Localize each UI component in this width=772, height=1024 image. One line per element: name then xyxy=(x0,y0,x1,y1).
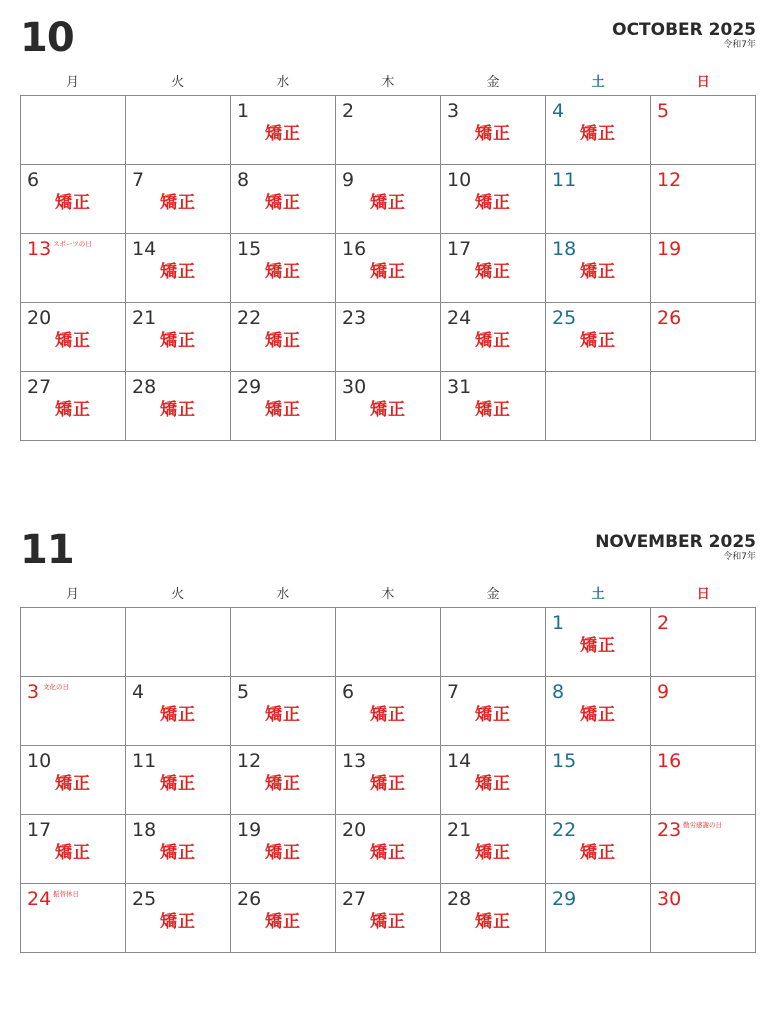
day-cell xyxy=(546,746,651,815)
orthodontic-mark: 矯正 xyxy=(265,262,301,282)
orthodontic-mark: 矯正 xyxy=(160,400,196,420)
orthodontic-mark: 矯正 xyxy=(475,843,511,863)
week-row xyxy=(21,608,756,677)
orthodontic-mark: 矯正 xyxy=(160,193,196,213)
day-number: 1 xyxy=(552,612,565,634)
weekday-label: 日 xyxy=(696,75,710,90)
orthodontic-mark: 矯正 xyxy=(370,400,406,420)
day-cell xyxy=(231,165,336,234)
weekday-label: 火 xyxy=(171,75,185,90)
orthodontic-mark: 矯正 xyxy=(265,400,301,420)
day-cell xyxy=(546,234,651,303)
week-row xyxy=(21,96,756,165)
day-cell xyxy=(441,165,546,234)
day-cell xyxy=(336,677,441,746)
weekday-label: 金 xyxy=(486,587,500,602)
day-number: 25 xyxy=(552,307,577,329)
day-cell xyxy=(546,96,651,165)
day-cell xyxy=(126,746,231,815)
day-cell xyxy=(441,96,546,165)
day-number: 28 xyxy=(132,376,157,398)
empty-cell xyxy=(651,372,756,441)
day-number: 1 xyxy=(237,100,250,122)
orthodontic-mark: 矯正 xyxy=(160,843,196,863)
day-cell xyxy=(651,608,756,677)
orthodontic-mark: 矯正 xyxy=(265,912,301,932)
day-number: 8 xyxy=(552,681,565,703)
day-cell xyxy=(231,303,336,372)
weekday-label: 火 xyxy=(171,587,185,602)
day-number: 17 xyxy=(27,819,52,841)
day-cell xyxy=(441,372,546,441)
empty-cell xyxy=(126,608,231,677)
weekday-label: 木 xyxy=(381,587,395,602)
day-number: 11 xyxy=(132,750,157,772)
month-number: 10 xyxy=(20,15,74,61)
holiday-label: スポーツの日 xyxy=(53,240,92,248)
orthodontic-mark: 矯正 xyxy=(55,400,91,420)
day-cell xyxy=(126,372,231,441)
day-number: 7 xyxy=(132,169,145,191)
day-number: 28 xyxy=(447,888,472,910)
day-number: 12 xyxy=(657,169,682,191)
day-cell xyxy=(546,165,651,234)
orthodontic-mark: 矯正 xyxy=(475,400,511,420)
day-number: 25 xyxy=(132,888,157,910)
empty-cell xyxy=(231,608,336,677)
day-cell xyxy=(231,234,336,303)
day-cell xyxy=(21,746,126,815)
holiday-label: 振替休日 xyxy=(53,890,79,898)
empty-cell xyxy=(336,608,441,677)
orthodontic-mark: 矯正 xyxy=(580,331,616,351)
day-cell xyxy=(651,234,756,303)
day-number: 20 xyxy=(27,307,52,329)
day-number: 14 xyxy=(447,750,472,772)
day-number: 31 xyxy=(447,376,472,398)
day-cell xyxy=(21,815,126,884)
day-number: 10 xyxy=(27,750,52,772)
day-cell xyxy=(21,372,126,441)
day-cell xyxy=(336,303,441,372)
day-number: 18 xyxy=(132,819,157,841)
day-number: 13 xyxy=(27,238,52,260)
orthodontic-mark: 矯正 xyxy=(265,774,301,794)
day-number: 9 xyxy=(657,681,670,703)
day-number: 17 xyxy=(447,238,472,260)
weekday-label: 土 xyxy=(591,587,605,602)
weekday-label: 水 xyxy=(276,75,290,90)
orthodontic-mark: 矯正 xyxy=(160,331,196,351)
day-cell xyxy=(336,234,441,303)
day-cell xyxy=(441,677,546,746)
day-cell xyxy=(336,815,441,884)
day-cell xyxy=(441,884,546,953)
day-cell xyxy=(651,165,756,234)
day-cell xyxy=(336,165,441,234)
orthodontic-mark: 矯正 xyxy=(160,912,196,932)
day-number: 5 xyxy=(237,681,250,703)
day-number: 12 xyxy=(237,750,262,772)
day-number: 2 xyxy=(342,100,355,122)
day-cell xyxy=(231,372,336,441)
day-number: 21 xyxy=(447,819,472,841)
day-cell xyxy=(231,677,336,746)
day-number: 14 xyxy=(132,238,157,260)
month-number: 11 xyxy=(20,527,74,573)
holiday-label: 文化の日 xyxy=(43,683,69,691)
day-cell xyxy=(651,884,756,953)
day-cell xyxy=(21,303,126,372)
day-number: 6 xyxy=(342,681,355,703)
empty-cell xyxy=(126,96,231,165)
day-number: 30 xyxy=(657,888,682,910)
orthodontic-mark: 矯正 xyxy=(580,843,616,863)
orthodontic-mark: 矯正 xyxy=(265,705,301,725)
calendar-grid xyxy=(20,607,756,953)
day-number: 26 xyxy=(657,307,682,329)
orthodontic-mark: 矯正 xyxy=(370,774,406,794)
day-number: 20 xyxy=(342,819,367,841)
orthodontic-mark: 矯正 xyxy=(475,912,511,932)
day-number: 29 xyxy=(552,888,577,910)
day-cell xyxy=(546,884,651,953)
day-cell xyxy=(651,677,756,746)
day-number: 22 xyxy=(237,307,262,329)
orthodontic-mark: 矯正 xyxy=(580,124,616,144)
day-cell xyxy=(546,815,651,884)
orthodontic-mark: 矯正 xyxy=(475,124,511,144)
day-number: 23 xyxy=(657,819,682,841)
calendar-grid xyxy=(20,95,756,441)
day-cell xyxy=(441,234,546,303)
orthodontic-mark: 矯正 xyxy=(580,636,616,656)
month-title-jp: 令和7年 xyxy=(723,552,756,562)
day-cell xyxy=(546,303,651,372)
holiday-label: 勤労感謝の日 xyxy=(683,821,722,829)
orthodontic-mark: 矯正 xyxy=(160,705,196,725)
month-title-jp: 令和7年 xyxy=(723,40,756,50)
day-cell xyxy=(441,303,546,372)
weekday-label: 木 xyxy=(381,75,395,90)
day-number: 16 xyxy=(657,750,682,772)
day-cell xyxy=(126,677,231,746)
orthodontic-mark: 矯正 xyxy=(55,774,91,794)
day-number: 8 xyxy=(237,169,250,191)
day-number: 29 xyxy=(237,376,262,398)
day-cell xyxy=(231,815,336,884)
day-number: 19 xyxy=(237,819,262,841)
empty-cell xyxy=(21,96,126,165)
orthodontic-mark: 矯正 xyxy=(580,262,616,282)
day-cell xyxy=(126,303,231,372)
week-row xyxy=(21,234,756,303)
day-cell xyxy=(336,884,441,953)
day-number: 21 xyxy=(132,307,157,329)
day-number: 18 xyxy=(552,238,577,260)
day-cell xyxy=(231,884,336,953)
orthodontic-mark: 矯正 xyxy=(265,193,301,213)
day-number: 19 xyxy=(657,238,682,260)
day-cell xyxy=(126,815,231,884)
week-row xyxy=(21,746,756,815)
day-number: 4 xyxy=(552,100,565,122)
weekday-label: 日 xyxy=(696,587,710,602)
day-number: 27 xyxy=(27,376,52,398)
day-cell xyxy=(336,746,441,815)
weekday-label: 月 xyxy=(66,75,80,90)
day-cell xyxy=(651,96,756,165)
day-number: 3 xyxy=(27,681,40,703)
week-row xyxy=(21,372,756,441)
month-section xyxy=(0,15,772,478)
week-row xyxy=(21,303,756,372)
day-number: 22 xyxy=(552,819,577,841)
day-number: 30 xyxy=(342,376,367,398)
day-number: 23 xyxy=(342,307,367,329)
day-number: 26 xyxy=(237,888,262,910)
orthodontic-mark: 矯正 xyxy=(475,193,511,213)
empty-cell xyxy=(441,608,546,677)
day-cell xyxy=(546,677,651,746)
day-number: 7 xyxy=(447,681,460,703)
orthodontic-mark: 矯正 xyxy=(55,843,91,863)
orthodontic-mark: 矯正 xyxy=(475,331,511,351)
month-title-en: NOVEMBER 2025 xyxy=(595,532,756,552)
day-cell xyxy=(231,746,336,815)
empty-cell xyxy=(21,608,126,677)
weekday-label: 月 xyxy=(66,587,80,602)
day-number: 15 xyxy=(237,238,262,260)
day-cell xyxy=(126,234,231,303)
day-cell xyxy=(21,884,126,953)
weekday-label: 水 xyxy=(276,587,290,602)
day-number: 2 xyxy=(657,612,670,634)
orthodontic-mark: 矯正 xyxy=(475,262,511,282)
orthodontic-mark: 矯正 xyxy=(370,705,406,725)
orthodontic-mark: 矯正 xyxy=(265,331,301,351)
orthodontic-mark: 矯正 xyxy=(475,705,511,725)
day-number: 16 xyxy=(342,238,367,260)
day-cell xyxy=(21,234,126,303)
month-title-en: OCTOBER 2025 xyxy=(612,20,756,40)
day-cell xyxy=(21,165,126,234)
month-section xyxy=(0,527,772,990)
week-row xyxy=(21,165,756,234)
empty-cell xyxy=(546,372,651,441)
orthodontic-mark: 矯正 xyxy=(55,331,91,351)
weekday-header xyxy=(20,585,756,605)
day-cell xyxy=(336,96,441,165)
day-cell xyxy=(651,746,756,815)
week-row xyxy=(21,815,756,884)
orthodontic-mark: 矯正 xyxy=(370,843,406,863)
day-cell xyxy=(441,815,546,884)
day-cell xyxy=(126,165,231,234)
orthodontic-mark: 矯正 xyxy=(265,843,301,863)
day-number: 13 xyxy=(342,750,367,772)
day-number: 9 xyxy=(342,169,355,191)
orthodontic-mark: 矯正 xyxy=(370,912,406,932)
day-number: 6 xyxy=(27,169,40,191)
day-number: 27 xyxy=(342,888,367,910)
day-number: 24 xyxy=(447,307,472,329)
day-number: 4 xyxy=(132,681,145,703)
day-cell xyxy=(336,372,441,441)
day-cell xyxy=(651,303,756,372)
orthodontic-mark: 矯正 xyxy=(160,262,196,282)
weekday-header xyxy=(20,73,756,93)
day-cell xyxy=(441,746,546,815)
orthodontic-mark: 矯正 xyxy=(475,774,511,794)
orthodontic-mark: 矯正 xyxy=(265,124,301,144)
day-number: 11 xyxy=(552,169,577,191)
day-cell xyxy=(546,608,651,677)
week-row xyxy=(21,884,756,953)
day-number: 3 xyxy=(447,100,460,122)
day-number: 5 xyxy=(657,100,670,122)
orthodontic-mark: 矯正 xyxy=(580,705,616,725)
orthodontic-mark: 矯正 xyxy=(55,193,91,213)
orthodontic-mark: 矯正 xyxy=(160,774,196,794)
orthodontic-mark: 矯正 xyxy=(370,262,406,282)
orthodontic-mark: 矯正 xyxy=(370,193,406,213)
weekday-label: 金 xyxy=(486,75,500,90)
day-number: 24 xyxy=(27,888,52,910)
weekday-label: 土 xyxy=(591,75,605,90)
day-number: 15 xyxy=(552,750,577,772)
day-cell xyxy=(231,96,336,165)
day-cell xyxy=(651,815,756,884)
day-number: 10 xyxy=(447,169,472,191)
week-row xyxy=(21,677,756,746)
day-cell xyxy=(126,884,231,953)
day-cell xyxy=(21,677,126,746)
